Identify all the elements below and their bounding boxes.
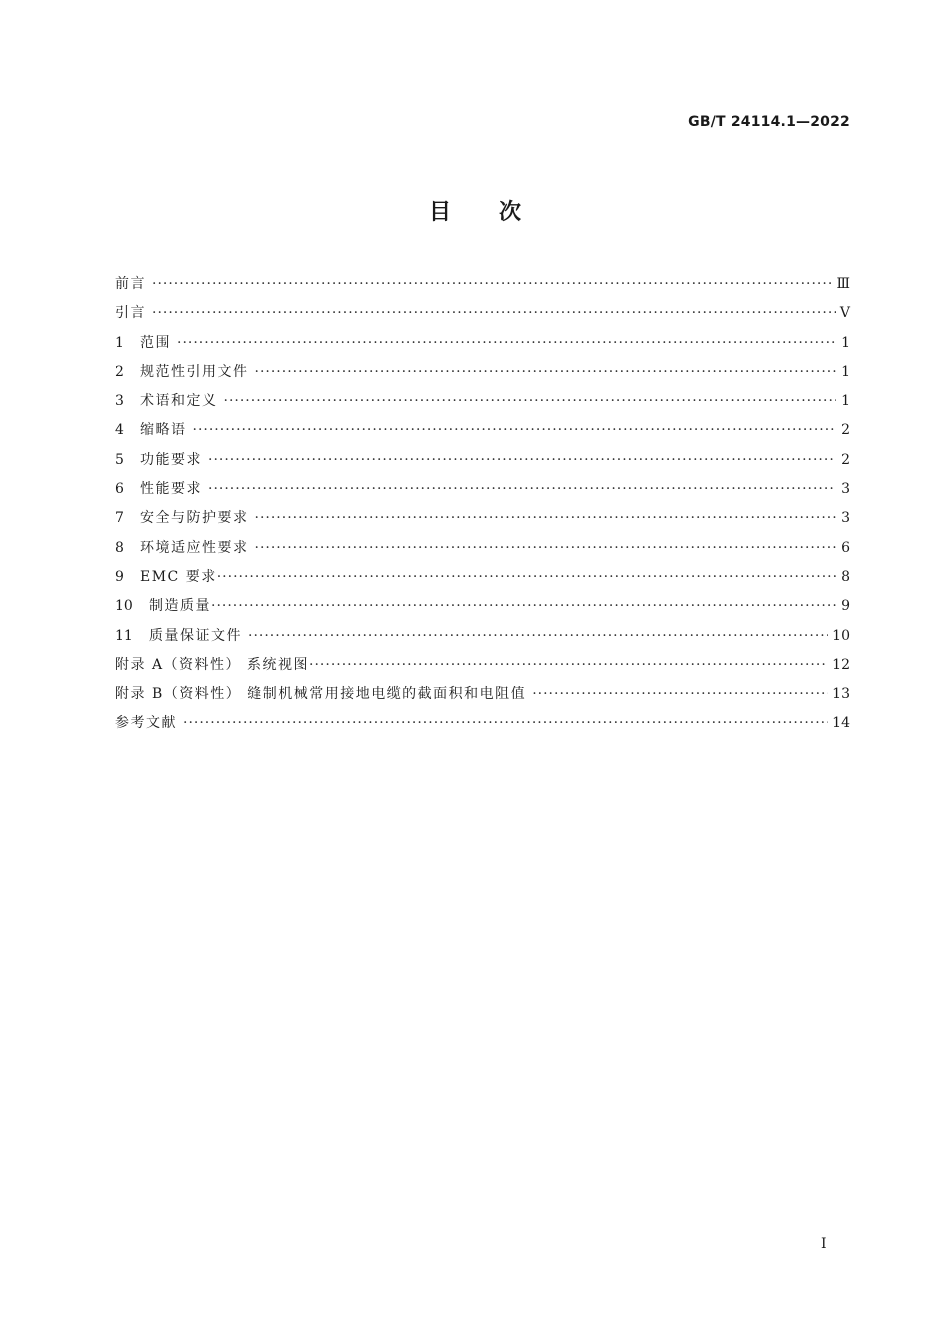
toc-entry-label: 功能要求 bbox=[140, 451, 202, 468]
table-of-contents bbox=[115, 270, 850, 739]
toc-entry-number: 9 bbox=[115, 568, 124, 585]
toc-entry-annex-b[interactable] bbox=[115, 680, 850, 709]
toc-entry-page: 2 bbox=[841, 422, 850, 439]
toc-entry-number: 5 bbox=[115, 451, 124, 468]
toc-entry-quality-assurance[interactable] bbox=[115, 622, 850, 651]
toc-entry-number: 8 bbox=[115, 539, 124, 556]
toc-entry-label: 附录 A（资料性） 系统视图 bbox=[115, 656, 310, 673]
toc-entry-page: 10 bbox=[832, 627, 850, 644]
dot-leader bbox=[532, 680, 828, 709]
dot-leader bbox=[211, 592, 836, 621]
toc-entry-label: 环境适应性要求 bbox=[140, 539, 249, 556]
toc-entry-label: 性能要求 bbox=[140, 481, 202, 498]
dot-leader bbox=[255, 504, 837, 533]
toc-entry-label: 范围 bbox=[140, 334, 171, 351]
dot-leader bbox=[152, 270, 832, 299]
toc-entry-page: 9 bbox=[841, 598, 850, 615]
dot-leader bbox=[183, 709, 828, 738]
toc-entry-number: 1 bbox=[115, 334, 124, 351]
toc-entry-page: 1 bbox=[841, 363, 850, 380]
toc-entry-page: 6 bbox=[841, 539, 850, 556]
toc-entry-label: 规范性引用文件 bbox=[140, 363, 249, 380]
toc-entry-safety-requirements[interactable] bbox=[115, 504, 850, 533]
toc-entry-functional-requirements[interactable] bbox=[115, 446, 850, 475]
dot-leader bbox=[255, 534, 837, 563]
dot-leader bbox=[177, 329, 836, 358]
toc-entry-number: 6 bbox=[115, 481, 124, 498]
dot-leader bbox=[217, 563, 836, 592]
toc-entry-number: 10 bbox=[115, 598, 133, 615]
toc-entry-number: 2 bbox=[115, 363, 124, 380]
toc-entry-normative-references[interactable] bbox=[115, 358, 850, 387]
toc-entry-page: 1 bbox=[841, 393, 850, 410]
toc-entry-page: Ⅴ bbox=[839, 305, 850, 322]
toc-entry-label: 参考文献 bbox=[115, 715, 177, 732]
dot-leader bbox=[208, 475, 836, 504]
toc-entry-scope[interactable] bbox=[115, 329, 850, 358]
toc-entry-label: 制造质量 bbox=[149, 598, 211, 615]
toc-entry-performance-requirements[interactable] bbox=[115, 475, 850, 504]
toc-entry-manufacturing-quality[interactable] bbox=[115, 592, 850, 621]
toc-entry-label: 引言 bbox=[115, 305, 146, 322]
toc-entry-number: 3 bbox=[115, 393, 124, 410]
toc-entry-page: 3 bbox=[841, 510, 850, 527]
toc-entry-introduction[interactable] bbox=[115, 299, 850, 328]
toc-entry-label: 附录 B（资料性） 缝制机械常用接地电缆的截面积和电阻值 bbox=[115, 686, 527, 703]
toc-entry-label: 安全与防护要求 bbox=[140, 510, 249, 527]
toc-entry-annex-a[interactable] bbox=[115, 651, 850, 680]
toc-entry-emc-requirements[interactable] bbox=[115, 563, 850, 592]
dot-leader bbox=[208, 446, 836, 475]
dot-leader bbox=[152, 299, 836, 328]
toc-entry-page: Ⅲ bbox=[836, 276, 850, 292]
toc-entry-label: 术语和定义 bbox=[140, 393, 218, 410]
dot-leader bbox=[193, 416, 837, 445]
toc-entry-label: 缩略语 bbox=[140, 422, 187, 439]
page-number: Ⅰ bbox=[821, 1236, 827, 1252]
dot-leader bbox=[248, 622, 828, 651]
toc-entry-number: 11 bbox=[115, 627, 133, 644]
toc-entry-foreword[interactable] bbox=[115, 270, 850, 299]
page-title: 目次 bbox=[428, 200, 569, 225]
toc-entry-page: 1 bbox=[841, 334, 850, 351]
toc-entry-number: 7 bbox=[115, 510, 124, 527]
toc-entry-page: 14 bbox=[832, 715, 850, 732]
toc-entry-page: 3 bbox=[841, 481, 850, 498]
toc-entry-abbreviations[interactable] bbox=[115, 416, 850, 445]
toc-entry-page: 12 bbox=[832, 656, 850, 673]
standard-number: GB/T 24114.1—2022 bbox=[688, 114, 850, 130]
dot-leader bbox=[309, 651, 828, 680]
toc-entry-label: 质量保证文件 bbox=[149, 627, 242, 644]
toc-entry-terms-definitions[interactable] bbox=[115, 387, 850, 416]
toc-entry-bibliography[interactable] bbox=[115, 709, 850, 738]
toc-entry-page: 13 bbox=[832, 686, 850, 703]
toc-entry-label: 前言 bbox=[115, 276, 146, 292]
toc-entry-page: 8 bbox=[841, 568, 850, 585]
toc-entry-number: 4 bbox=[115, 422, 124, 439]
toc-entry-label: EMC 要求 bbox=[140, 568, 217, 585]
toc-entry-environmental-requirements[interactable] bbox=[115, 534, 850, 563]
dot-leader bbox=[224, 387, 837, 416]
dot-leader bbox=[255, 358, 837, 387]
toc-entry-page: 2 bbox=[841, 451, 850, 468]
